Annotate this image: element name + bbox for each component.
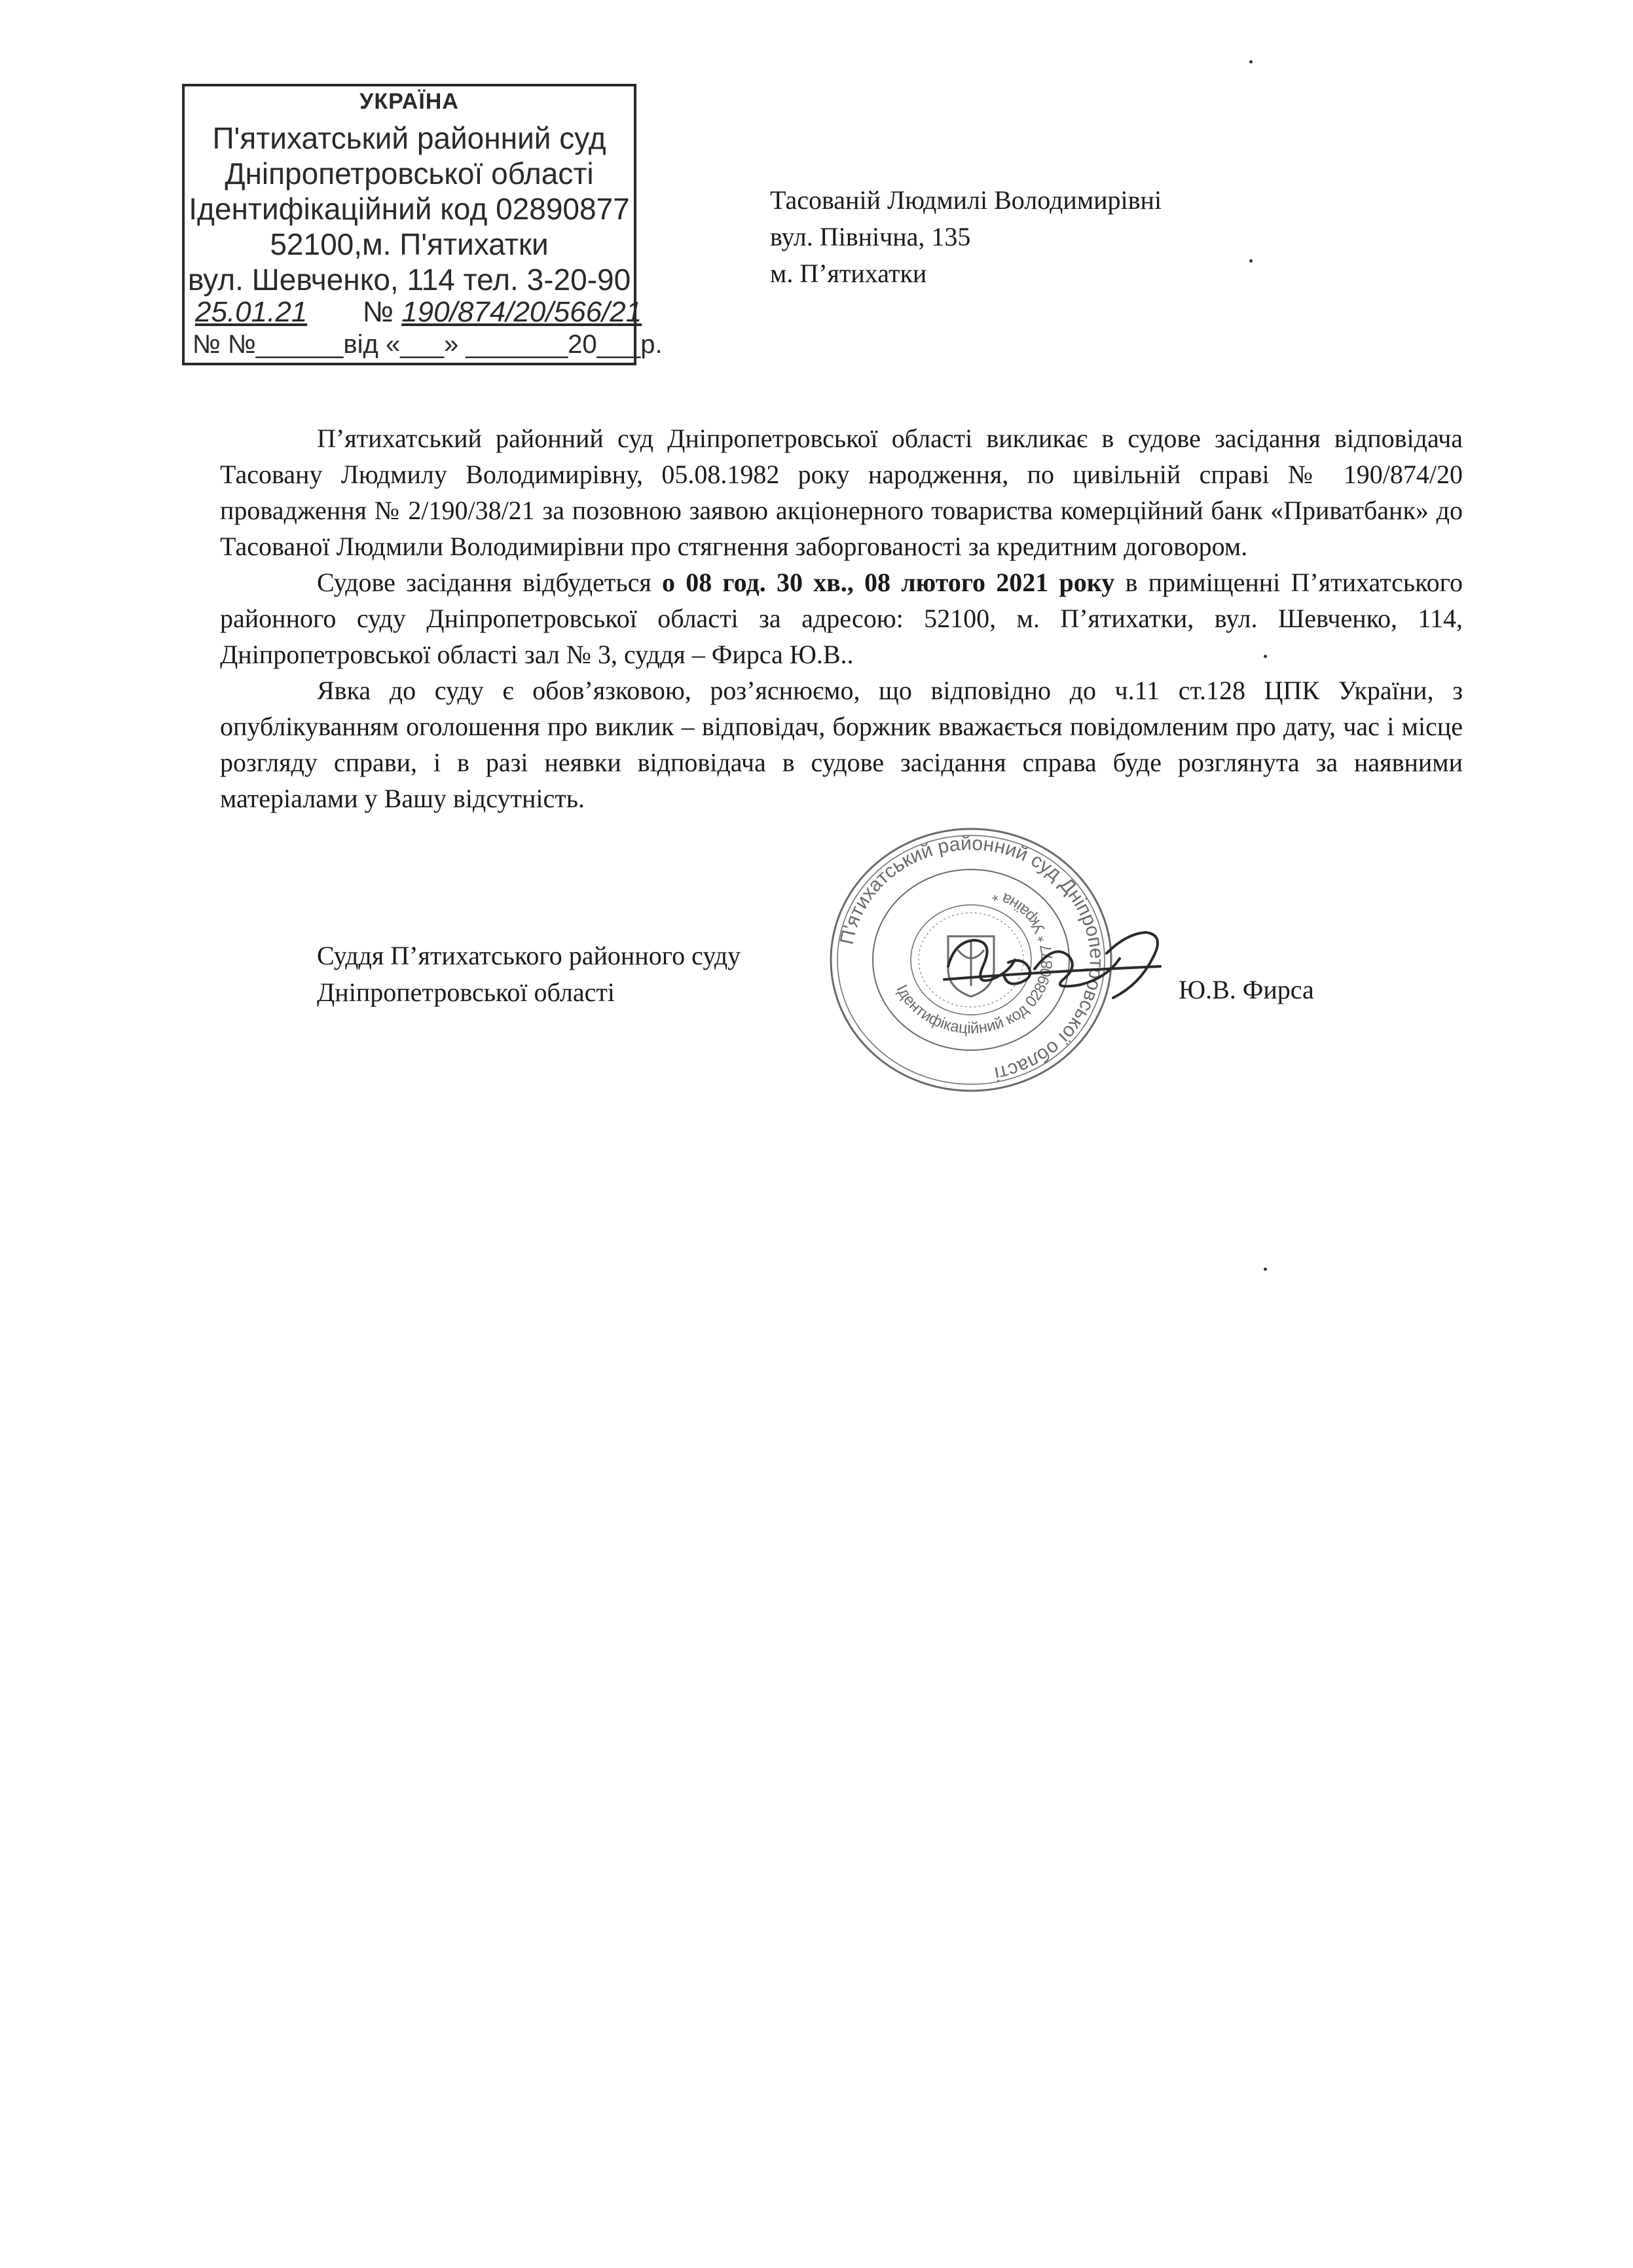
- judge-title-line1: Суддя П’ятихатського районного суду: [317, 941, 741, 970]
- judge-signature: [936, 923, 1185, 1015]
- stamp-reg-number: 190/874/20/566/21: [401, 296, 642, 328]
- stamp-country: УКРАЇНА: [359, 89, 459, 114]
- hearing-intro: Судове засідання відбудеться: [317, 568, 662, 597]
- stamp-registration: [195, 296, 642, 329]
- signature-block: [317, 938, 741, 1011]
- stamp-id-code: Ідентифікаційний код 02890877: [189, 192, 630, 226]
- scan-speck: [1249, 259, 1253, 263]
- scan-speck: [1264, 655, 1267, 658]
- stamp-number-template: № №______від «___» _______20___р.: [193, 330, 663, 359]
- addressee-name: Тасованій Людмилі Володимирівні: [770, 185, 1162, 215]
- stamp-reg-number-label: №: [362, 296, 394, 328]
- paragraph-hearing: [220, 564, 1463, 672]
- addressee-street: вул. Північна, 135: [770, 222, 971, 251]
- addressee-block: [770, 182, 1162, 292]
- svg-text:П'ятихатський районний суд Дні: П'ятихатський районний суд Дніпропетровської області: [835, 832, 1108, 1085]
- svg-text:Ідентифікаційний код 02890877: Ідентифікаційний код 02890877 * Україна *: [892, 886, 1057, 1038]
- hearing-datetime: о 08 год. 30 хв., 08 лютого 2021 року: [662, 568, 1115, 597]
- court-stamp: [182, 84, 663, 365]
- stamp-address-street: вул. Шевченко, 114 тел. 3-20-90: [187, 263, 631, 297]
- scan-speck: [1249, 60, 1253, 64]
- judge-name: Ю.В. Фирса: [1179, 975, 1314, 1004]
- stamp-court-name: П'ятихатський районний суд: [212, 121, 606, 155]
- paragraph-attendance: Явка до суду є обов’язковою, роз’яснюємо, що відповідно до ч.11 ст.128 ЦПК України, з опублікуванням оголошення про виклик – відповідач, боржник вважається повідомленим про дату, час і місце розгляду справи, і в разі неявки відповідача в судове засідання справа буде розглянута за наявними матеріалами у Вашу відсутність.: [220, 676, 1463, 813]
- paragraph-summons: П’ятихатський районний суд Дніпропетровської області викликає в судове засідання відповідача Тасовану Людмилу Володимирівну, 05.08.1982 року народження, по цивільній справі № 190/874/20 провадження № 2/190/38/21 за позовною заявою акціонерного товариства комерційний банк «Приватбанк» до Тасованої Людмили Володимирівни про стягнення заборгованості за кредитним договором.: [220, 424, 1463, 561]
- addressee-city: м. П’ятихатки: [770, 259, 927, 288]
- hearing-location: в приміщенні П’ятихатського районного суду Дніпропетровської області за адресою: 52100, м. П’ятихатки, вул. Шевченко, 114, Дніпропетровської області зал № 3, суддя – Фирса Ю.В..: [220, 568, 1463, 669]
- judge-title-line2: Дніпропетровської області: [317, 978, 615, 1007]
- scan-speck: [1264, 1268, 1267, 1271]
- stamp-reg-date: 25.01.21: [195, 296, 308, 328]
- stamp-region: Дніпропетровської області: [225, 156, 594, 191]
- stamp-address-city: 52100,м. П'ятихатки: [270, 227, 549, 261]
- document-body: [220, 420, 1463, 816]
